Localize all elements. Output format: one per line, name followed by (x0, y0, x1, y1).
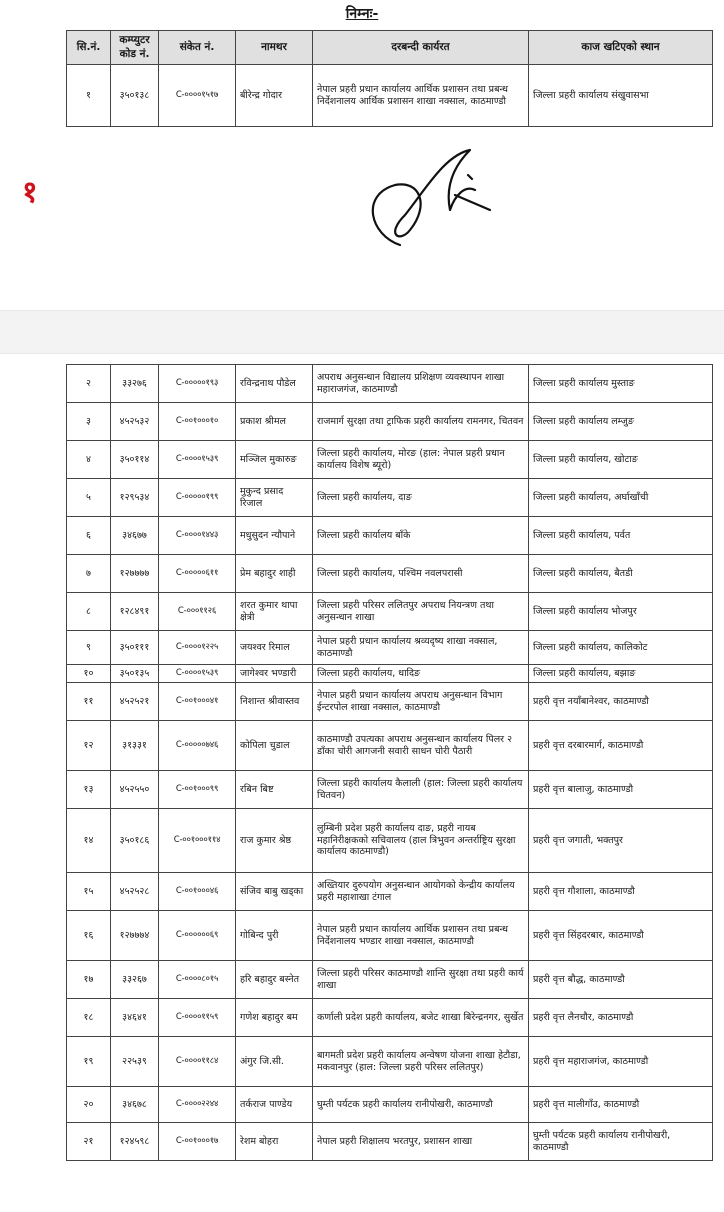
header-code-line2: कोड नं. (119, 47, 150, 60)
cell-assigned-office: प्रहरी वृत्त सिंहदरबार, काठमाण्डौ (529, 911, 713, 961)
cell-symbol: C-००००००६९ (159, 911, 236, 961)
cell-name: निशान्त श्रीवास्तव (236, 683, 313, 721)
cell-current-office: राजमार्ग सुरक्षा तथा ट्राफिक प्रहरी कार्यालय रामनगर, चितवन (313, 403, 529, 441)
cell-name: तर्कराज पाण्डेय (236, 1087, 313, 1123)
cell-computer-code: ३१३३१ (111, 721, 159, 771)
cell-current-office: नेपाल प्रहरी प्रधान कार्यालय आर्थिक प्रशासन तथा प्रबन्ध निर्देशनालय आर्थिक प्रशासन शाखा नक्साल, काठमाण्डौ (313, 65, 529, 127)
table-row (67, 479, 713, 517)
cell-symbol: C-०००००१९९ (159, 479, 236, 517)
cell-assigned-office: प्रहरी वृत्त नयाँबानेश्वर, काठमाण्डौ (529, 683, 713, 721)
table-row (67, 999, 713, 1037)
cell-assigned-office: जिल्ला प्रहरी कार्यालय लम्जुङ (529, 403, 713, 441)
cell-sn: ६ (67, 517, 111, 555)
cell-current-office: जिल्ला प्रहरी कार्यालय, पश्चिम नवलपरासी (313, 555, 529, 593)
cell-current-office: नेपाल प्रहरी प्रधान कार्यालय अपराध अनुसन्धान विभाग ईन्टरपोल शाखा नक्साल, काठमाण्डौ (313, 683, 529, 721)
cell-symbol: C-००००१५१७ (159, 65, 236, 127)
cell-name: प्रेम बहादुर शाही (236, 555, 313, 593)
cell-name: मुकुन्द प्रसाद रिजाल (236, 479, 313, 517)
header-symbol: संकेत नं. (159, 31, 236, 65)
header-sn: सि.नं. (67, 31, 111, 65)
cell-computer-code: ३५०१११ (111, 631, 159, 665)
cell-symbol: C-००१०००४१ (159, 683, 236, 721)
cell-computer-code: ३४६४१ (111, 999, 159, 1037)
posting-table-top (66, 30, 713, 127)
cell-name: रबिन बिष्ट (236, 771, 313, 809)
cell-computer-code: ४५२५२८ (111, 873, 159, 911)
cell-current-office: नेपाल प्रहरी प्रधान कार्यालय आर्थिक प्रशासन तथा प्रबन्ध निर्देशनालय भण्डार शाखा नक्साल, काठमाण्डौ (313, 911, 529, 961)
page-separator (0, 310, 724, 354)
cell-name: जागेश्वर भण्डारी (236, 665, 313, 683)
table-row (67, 809, 713, 873)
cell-current-office: जिल्ला प्रहरी कार्यालय, धादिङ (313, 665, 529, 683)
table-row (67, 665, 713, 683)
cell-symbol: C-००००८०१५ (159, 961, 236, 999)
header-name: नामथर (236, 31, 313, 65)
cell-name: प्रकाश श्रीमल (236, 403, 313, 441)
table-header-row (67, 31, 713, 65)
cell-symbol: C-०००००१९३ (159, 365, 236, 403)
cell-current-office: जिल्ला प्रहरी परिसर काठमाण्डौ शान्ति सुरक्षा तथा प्रहरी कार्य शाखा (313, 961, 529, 999)
cell-symbol: C-००१०००११४ (159, 809, 236, 873)
cell-sn: १७ (67, 961, 111, 999)
cell-computer-code: १२७७७४ (111, 911, 159, 961)
cell-computer-code: १२७७७७ (111, 555, 159, 593)
cell-symbol: C-०००११२६ (159, 593, 236, 631)
cell-assigned-office: जिल्ला प्रहरी कार्यालय, पर्वत (529, 517, 713, 555)
cell-name: जयश्वर रिमाल (236, 631, 313, 665)
cell-sn: २० (67, 1087, 111, 1123)
cell-name: हरि बहादुर बस्नेत (236, 961, 313, 999)
cell-assigned-office: जिल्ला प्रहरी कार्यालय संखुवासभा (529, 65, 713, 127)
cell-current-office: जिल्ला प्रहरी कार्यालय, दाङ (313, 479, 529, 517)
cell-assigned-office: घुम्ती पर्यटक प्रहरी कार्यालय रानीपोखरी, काठमाण्डौ (529, 1123, 713, 1161)
cell-current-office: जिल्ला प्रहरी परिसर ललितपुर अपराध नियन्त्रण तथा अनुसन्धान शाखा (313, 593, 529, 631)
cell-symbol: C-००१०००९९ (159, 771, 236, 809)
cell-assigned-office: जिल्ला प्रहरी कार्यालय, अर्घाखाँची (529, 479, 713, 517)
cell-computer-code: १२८४९१ (111, 593, 159, 631)
cell-assigned-office: जिल्ला प्रहरी कार्यालय, खोटाङ (529, 441, 713, 479)
cell-computer-code: ३५०१८६ (111, 809, 159, 873)
posting-table-bottom (66, 364, 713, 1161)
cell-assigned-office: प्रहरी वृत्त लैनचौर, काठमाण्डौ (529, 999, 713, 1037)
cell-symbol: C-००१०००४६ (159, 873, 236, 911)
table-row (67, 771, 713, 809)
cell-current-office: जिल्ला प्रहरी कार्यालय, मोरङ (हाल: नेपाल प्रहरी प्रधान कार्यालय विशेष ब्यूरो) (313, 441, 529, 479)
cell-sn: ४ (67, 441, 111, 479)
cell-sn: १२ (67, 721, 111, 771)
cell-name: मञ्जिल मुकारुङ (236, 441, 313, 479)
cell-sn: १४ (67, 809, 111, 873)
cell-symbol: C-००१०००१० (159, 403, 236, 441)
cell-assigned-office: प्रहरी वृत्त बालाजु, काठमाण्डौ (529, 771, 713, 809)
cell-name: अंगुर जि.सी. (236, 1037, 313, 1087)
cell-assigned-office: जिल्ला प्रहरी कार्यालय, कालिकोट (529, 631, 713, 665)
cell-sn: १ (67, 65, 111, 127)
cell-sn: १० (67, 665, 111, 683)
cell-current-office: नेपाल प्रहरी शिक्षालय भरतपुर, प्रशासन शाखा (313, 1123, 529, 1161)
table-row (67, 65, 713, 127)
cell-current-office: बागमती प्रदेश प्रहरी कार्यालय अन्वेषण योजना शाखा हेटौडा, मकवानपुर (हाल: जिल्ला प्रहरी परिसर ललितपुर) (313, 1037, 529, 1087)
cell-computer-code: ३३२६७ (111, 961, 159, 999)
header-code-line1: कम्प्युटर (119, 34, 150, 47)
cell-sn: ५ (67, 479, 111, 517)
cell-sn: १५ (67, 873, 111, 911)
cell-assigned-office: जिल्ला प्रहरी कार्यालय भोजपुर (529, 593, 713, 631)
cell-name: मधुसुदन न्यौपाने (236, 517, 313, 555)
cell-sn: ९ (67, 631, 111, 665)
cell-symbol: C-००००११८४ (159, 1037, 236, 1087)
table-row (67, 1037, 713, 1087)
signature-image (350, 135, 500, 255)
cell-symbol: C-००००१५३९ (159, 441, 236, 479)
cell-sn: ७ (67, 555, 111, 593)
cell-symbol: C-००००११५९ (159, 999, 236, 1037)
cell-name: संजिव बाबु खड्का (236, 873, 313, 911)
cell-name: बीरेन्द्र गोदार (236, 65, 313, 127)
cell-sn: ३ (67, 403, 111, 441)
cell-current-office: कर्णाली प्रदेश प्रहरी कार्यालय, बजेट शाखा बिरेन्द्रनगर, सुर्खेत (313, 999, 529, 1037)
table-row (67, 683, 713, 721)
cell-computer-code: ३५०१३८ (111, 65, 159, 127)
page-title: निम्नः- (345, 6, 379, 22)
table-row (67, 1087, 713, 1123)
cell-sn: ८ (67, 593, 111, 631)
table-row (67, 911, 713, 961)
cell-assigned-office: जिल्ला प्रहरी कार्यालय, बझाङ (529, 665, 713, 683)
cell-current-office: काठमाण्डौ उपत्यका अपराध अनुसन्धान कार्यालय पिलर २ डाँका चोरी आगजनी सवारी साधन चोरी पैठारी (313, 721, 529, 771)
cell-sn: २१ (67, 1123, 111, 1161)
cell-sn: १३ (67, 771, 111, 809)
cell-current-office: जिल्ला प्रहरी कार्यालय कैलाली (हाल: जिल्ला प्रहरी कार्यालय चितवन) (313, 771, 529, 809)
cell-computer-code: ३५०११४ (111, 441, 159, 479)
cell-computer-code: ३३२७६ (111, 365, 159, 403)
table-row (67, 593, 713, 631)
cell-symbol: C-००००२२४४ (159, 1087, 236, 1123)
cell-computer-code: २२५३९ (111, 1037, 159, 1087)
header-assigned-office: काज खटिएको स्थान (529, 31, 713, 65)
cell-assigned-office: प्रहरी वृत्त महाराजगंज, काठमाण्डौ (529, 1037, 713, 1087)
cell-sn: १९ (67, 1037, 111, 1087)
cell-sn: ११ (67, 683, 111, 721)
cell-assigned-office: प्रहरी वृत्त मालीगाँउ, काठमाण्डौ (529, 1087, 713, 1123)
cell-name: राज कुमार श्रेष्ठ (236, 809, 313, 873)
cell-symbol: C-०००००६११ (159, 555, 236, 593)
cell-name: गोबिन्द पुरी (236, 911, 313, 961)
cell-current-office: जिल्ला प्रहरी कार्यालय बाँके (313, 517, 529, 555)
cell-sn: १८ (67, 999, 111, 1037)
table-row (67, 1123, 713, 1161)
cell-sn: १६ (67, 911, 111, 961)
cell-computer-code: ४५२५२१ (111, 683, 159, 721)
cell-assigned-office: जिल्ला प्रहरी कार्यालय, बैतडी (529, 555, 713, 593)
cell-computer-code: ३५०१३५ (111, 665, 159, 683)
cell-computer-code: १२४५९८ (111, 1123, 159, 1161)
cell-name: रविन्द्रनाथ पौडेल (236, 365, 313, 403)
cell-name: गणेश बहादुर बम (236, 999, 313, 1037)
table-row (67, 961, 713, 999)
cell-computer-code: ४५२५५० (111, 771, 159, 809)
cell-assigned-office: प्रहरी वृत्त दरबारमार्ग, काठमाण्डौ (529, 721, 713, 771)
table-row (67, 555, 713, 593)
cell-computer-code: ३४६७८ (111, 1087, 159, 1123)
page-number-marker: १ (22, 175, 38, 210)
cell-current-office: अख्तियार दुरुपयोग अनुसन्धान आयोगको केन्द्रीय कार्यालय प्रहरी महाशाखा टंगाल (313, 873, 529, 911)
cell-computer-code: ४५२५३२ (111, 403, 159, 441)
cell-symbol: C-००००१४४३ (159, 517, 236, 555)
cell-name: शरत कुमार थापा क्षेत्री (236, 593, 313, 631)
cell-symbol: C-००००१२२५ (159, 631, 236, 665)
cell-assigned-office: प्रहरी वृत्त गौशाला, काठमाण्डौ (529, 873, 713, 911)
cell-current-office: अपराध अनुसन्धान विद्यालय प्रशिक्षण व्यवस्थापन शाखा महाराजगंज, काठमाण्डौ (313, 365, 529, 403)
table-row (67, 403, 713, 441)
cell-current-office: घुम्ती पर्यटक प्रहरी कार्यालय रानीपोखरी, काठमाण्डौ (313, 1087, 529, 1123)
table-row (67, 631, 713, 665)
cell-assigned-office: प्रहरी वृत्त बौद्ध, काठमाण्डौ (529, 961, 713, 999)
cell-current-office: लुम्बिनी प्रदेश प्रहरी कार्यालय दाङ, प्रहरी नायब महानिरीक्षकको सचिवालय (हाल त्रिभुवन अन्तर्राष्ट्रिय सुरक्षा कार्यालय काठमाण्डौ) (313, 809, 529, 873)
table-row (67, 721, 713, 771)
cell-assigned-office: प्रहरी वृत्त जगाती, भक्तपुर (529, 809, 713, 873)
table-row (67, 441, 713, 479)
cell-name: रेशम बोहरा (236, 1123, 313, 1161)
table-row (67, 517, 713, 555)
cell-sn: २ (67, 365, 111, 403)
table-row (67, 873, 713, 911)
cell-computer-code: १२९५३४ (111, 479, 159, 517)
cell-computer-code: ३४६७७ (111, 517, 159, 555)
cell-name: कोपिला चुडाल (236, 721, 313, 771)
cell-symbol: C-०००००७४६ (159, 721, 236, 771)
header-current-office: दरबन्दी कार्यरत (313, 31, 529, 65)
cell-symbol: C-००००१५३९ (159, 665, 236, 683)
table-row (67, 365, 713, 403)
cell-assigned-office: जिल्ला प्रहरी कार्यालय मुस्ताङ (529, 365, 713, 403)
cell-current-office: नेपाल प्रहरी प्रधान कार्यालय श्रव्यदृष्य शाखा नक्साल, काठमाण्डौ (313, 631, 529, 665)
cell-symbol: C-००१०००१७ (159, 1123, 236, 1161)
header-computer-code (111, 31, 159, 65)
